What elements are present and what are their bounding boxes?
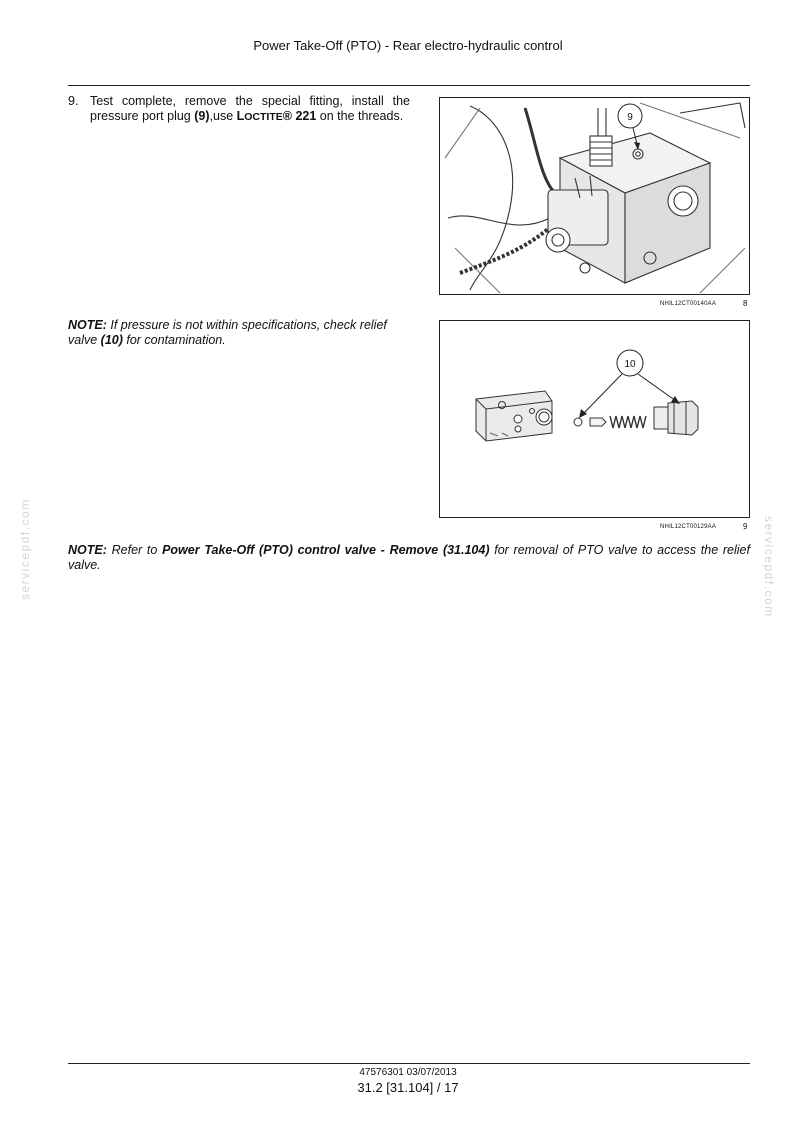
callout-label: 10	[624, 359, 636, 370]
product-initial: L	[236, 109, 245, 123]
note-label: NOTE:	[68, 318, 107, 332]
product-name	[237, 109, 317, 123]
step-text	[90, 94, 410, 125]
relief-valve-exploded-illustration	[440, 321, 749, 517]
step-9	[68, 94, 410, 125]
footer-page-number: 31.2 [31.104] / 17	[357, 1080, 459, 1095]
product-suffix: ® 221	[282, 109, 317, 123]
note-text: Refer to	[106, 543, 163, 557]
valve-assembly-illustration	[440, 98, 749, 294]
figure-8-photo	[439, 97, 750, 295]
relief-valve-ref: (10)	[100, 333, 123, 347]
cross-reference-link[interactable]: Power Take-Off (PTO) control valve - Remove (31.104)	[162, 543, 490, 557]
figure-8-code: NHIL12CT00140AA	[660, 301, 717, 307]
note-text: for removal of PTO valve to access the relief valve.	[68, 543, 750, 572]
note-removal-reference	[68, 543, 750, 573]
page-header-title: Power Take-Off (PTO) - Rear electro-hydraulic control	[253, 38, 563, 53]
step-text-part: on the threads.	[316, 109, 404, 123]
product-smallcaps: OCTITE	[244, 111, 283, 123]
footer-rule	[68, 1063, 750, 1064]
watermark-right: servicepdf.com	[762, 516, 776, 618]
note-label: NOTE:	[68, 543, 107, 557]
figure-9-diagram	[439, 320, 750, 518]
note-text: for contamination.	[122, 333, 226, 347]
figure-8-number: 8	[743, 299, 748, 308]
note-text: If pressure is not within specifications, check relief valve	[68, 318, 387, 347]
figure-9-number: 9	[743, 522, 748, 531]
plug-ref: (9)	[194, 109, 210, 123]
footer-doc-id: 47576301 03/07/2013	[359, 1067, 457, 1078]
step-number: 9.	[68, 94, 79, 108]
header-rule	[68, 85, 750, 86]
step-text-part: Test complete, remove the special fitting, install the pressure port plug	[90, 94, 410, 123]
callout-label: 9	[627, 112, 633, 123]
step-text-part: ,use	[209, 109, 237, 123]
watermark-left: servicepdf.com	[18, 498, 32, 600]
note-relief-valve	[68, 318, 410, 348]
figure-9-code: NHIL12CT00129AA	[660, 524, 717, 530]
